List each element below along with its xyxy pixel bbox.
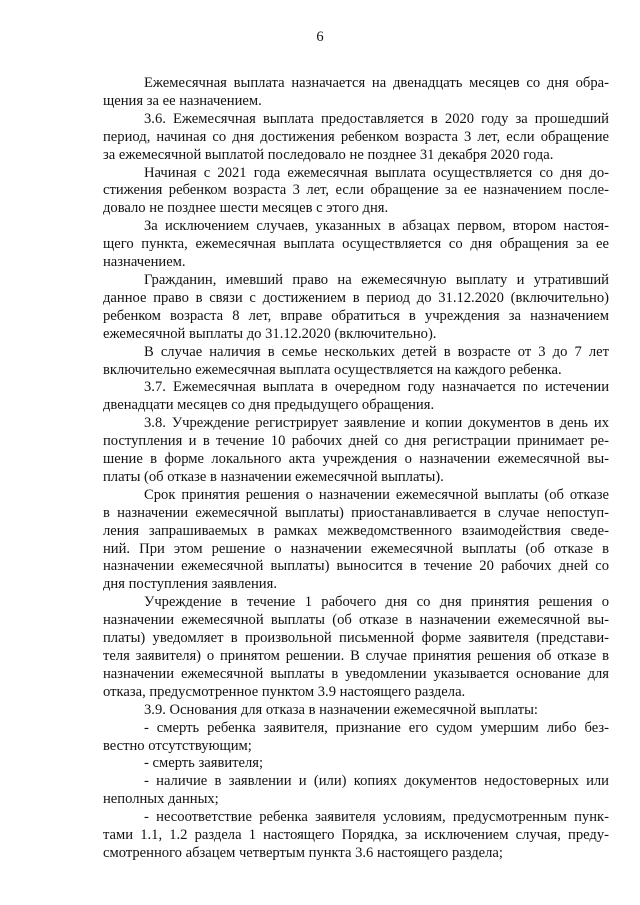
text-line: неполных данных; <box>103 791 219 808</box>
text-line: В случае наличия в семье нескольких детей в возрасте от 3 до 7 лет <box>144 343 609 360</box>
text-line: 3.7. Ежемесячная выплата в очередном году назначается по истечении <box>144 379 609 396</box>
text-line: Ежемесячная выплата назначается на двенадцать месяцев со дня обра- <box>144 75 609 91</box>
text-line: стижения ребенком возраста 3 лет, если обращение за ее назначением после- <box>103 182 609 199</box>
text-line: За исключением случаев, указанных в абзацах первом, втором настоя- <box>144 218 609 235</box>
text-line: дня поступления заявления. <box>103 576 277 593</box>
text-line: назначении ежемесячной выплаты в уведомлении указывается основание для <box>103 665 609 682</box>
text-line: щения за ее назначением. <box>103 92 262 109</box>
text-line: Учреждение в течение 1 рабочего дня со дня принятия решения о <box>144 594 609 611</box>
text-line: - несоответствие ребенка заявителя условиям, предусмотренным пунк- <box>144 809 609 826</box>
text-line: назначением. <box>103 254 186 271</box>
page-number: 6 <box>316 29 324 45</box>
text-line: за ежемесячной выплатой последовало не позднее 31 декабря 2020 года. <box>103 146 554 163</box>
text-line: платы) уведомляет в произвольной письменной форме заявителя (представи- <box>103 630 609 647</box>
text-line: тами 1.1, 1.2 раздела 1 настоящего Порядка, за исключением случая, преду- <box>103 827 609 844</box>
text-line: - смерть ребенка заявителя, признание его судом умершим либо без- <box>144 719 609 736</box>
text-line: ребенком возраста 8 лет, вправе обратиться в учреждения за назначением <box>103 307 609 324</box>
text-line: Срок принятия решения о назначении ежемесячной выплаты (об отказе <box>144 486 609 503</box>
text-line: довало не позднее шести месяцев с этого дня. <box>103 200 389 217</box>
text-line: теля заявителя) о принятом решении. В случае принятия решения об отказе в <box>103 648 609 664</box>
text-line: ежемесячной выплаты до 31.12.2020 (включительно). <box>103 325 437 342</box>
text-line: смотренного абзацем четвертым пункта 3.6 настоящего раздела; <box>103 844 503 861</box>
text-line: данное право в связи с достижением в период до 31.12.2020 (включительно) <box>103 289 609 306</box>
text-line: поступления и в течение 10 рабочих дней со дня регистрации принимает ре- <box>103 433 609 450</box>
text-line: ний. При этом решение о назначении ежемесячной выплаты (об отказе в <box>103 540 609 557</box>
text-line: платы (об отказе в назначении ежемесячной выплаты). <box>103 468 444 485</box>
text-line: Начиная с 2021 года ежемесячная выплата осуществляется со дня до- <box>144 164 609 181</box>
text-line: период, начиная со дня достижения ребенком возраста 3 лет, если обращение <box>103 128 609 145</box>
text-line: 3.8. Учреждение регистрирует заявление и копии документов в день их <box>144 415 609 432</box>
document-body <box>103 75 609 863</box>
text-line: - наличие в заявлении и (или) копиях документов недостоверных или <box>144 773 609 790</box>
text-line: двенадцати месяцев со дня предыдущего обращения. <box>103 397 435 414</box>
text-line: шение в форме локального акта учреждения о назначении ежемесячной вы- <box>103 451 609 468</box>
text-line: 3.6. Ежемесячная выплата предоставляется в 2020 году за прошедший <box>144 110 609 127</box>
text-line: щего пункта, ежемесячная выплата осуществляется со дня обращения за ее <box>103 236 609 253</box>
text-line: Гражданин, имевший право на ежемесячную выплату и утративший <box>144 271 609 288</box>
text-line: вестно отсутствующим; <box>103 737 252 754</box>
text-line: отказа, предусмотренное пунктом 3.9 настоящего раздела. <box>103 683 466 700</box>
text-line: включительно ежемесячная выплата осуществляется на каждого ребенка. <box>103 361 562 378</box>
text-line: 3.9. Основания для отказа в назначении ежемесячной выплаты: <box>144 701 538 718</box>
text-line: ления запрашиваемых в рамках межведомственного взаимодействия сведе- <box>103 522 609 539</box>
text-line: назначении ежемесячной выплаты (об отказе в назначении ежемесячной вы- <box>103 612 609 629</box>
text-line: в назначении ежемесячной выплаты) приостанавливается в случае непоступ- <box>103 504 609 521</box>
text-line: - смерть заявителя; <box>144 755 264 772</box>
text-line: назначении ежемесячной выплаты) выносится в течение 20 рабочих дней со <box>103 558 609 575</box>
